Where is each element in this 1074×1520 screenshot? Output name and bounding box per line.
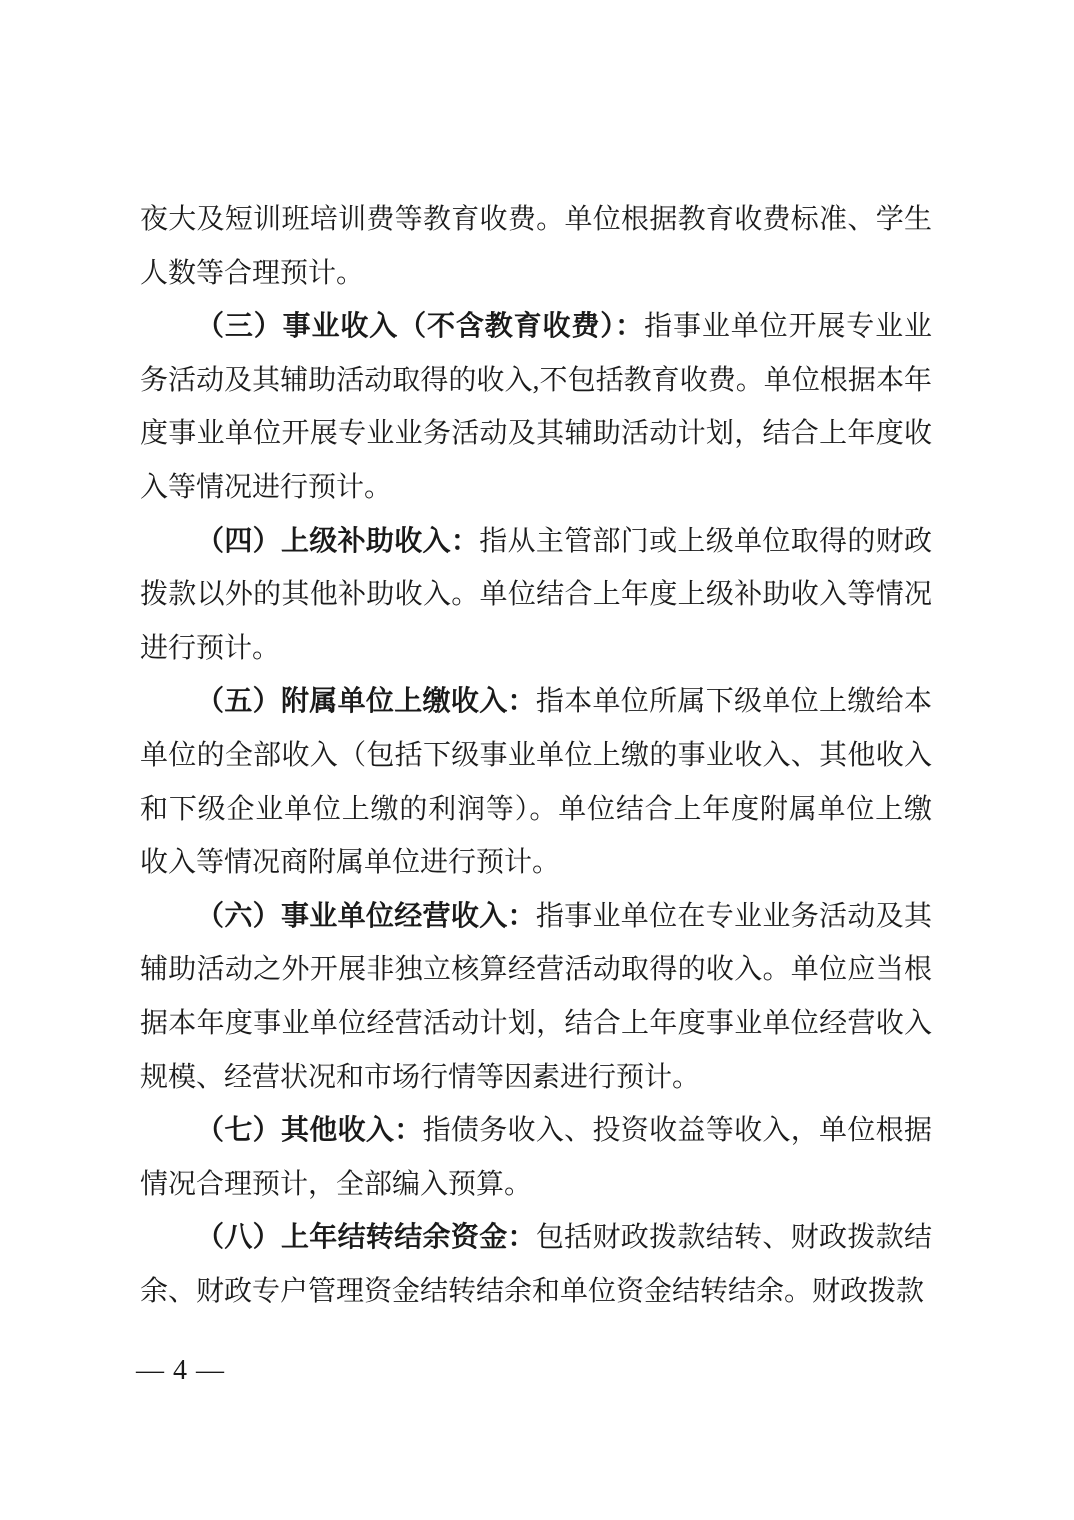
paragraph-lead: （八）上年结转结余资金： [196,1222,536,1254]
paragraph-item-6 [140,890,932,1104]
paragraph-continuation [140,193,932,300]
paragraph-lead: （七）其他收入： [196,1115,423,1147]
paragraph-item-4 [140,515,932,676]
page-number: — 4 — [136,1355,225,1386]
text-block [140,193,932,1318]
paragraph-text: 包括财政拨款结转、财政拨款结余、财政专户管理资金结转结余和单位资金结转结余。财政拨款 [140,1222,932,1307]
paragraph-text: 指本单位所属下级单位上缴给本单位的全部收入（包括下级事业单位上缴的事业收入、其他收入和下级企业单位上缴的利润等）。单位结合上年度附属单位上缴收入等情况商附属单位进行预计。 [140,686,932,879]
paragraph-text: 指从主管部门或上级单位取得的财政拨款以外的其他补助收入。单位结合上年度上级补助收入等情况进行预计。 [140,525,932,664]
paragraph-text: 夜大及短训班培训费等教育收费。单位根据教育收费标准、学生人数等合理预计。 [140,204,932,289]
paragraph-lead: （四）上级补助收入： [196,525,480,557]
paragraph-item-8 [140,1211,932,1318]
paragraph-item-5 [140,675,932,889]
paragraph-text: 指债务收入、投资收益等收入，单位根据情况合理预计，全部编入预算。 [140,1115,932,1200]
paragraph-text: 指事业单位在专业业务活动及其辅助活动之外开展非独立核算经营活动取得的收入。单位应当根据本年度事业单位经营活动计划，结合上年度事业单位经营收入规模、经营状况和市场行情等因素进行预计。 [140,900,932,1093]
paragraph-lead: （五）附属单位上缴收入： [196,686,536,718]
paragraph-item-7 [140,1104,932,1211]
paragraph-lead: （三）事业收入（不含教育收费）： [196,311,645,343]
paragraph-lead: （六）事业单位经营收入： [196,900,536,932]
paragraph-text: 指事业单位开展专业业务活动及其辅助活动取得的收入,不包括教育收费。单位根据本年度事业单位开展专业业务活动及其辅助活动计划，结合上年度收入等情况进行预计。 [140,311,932,503]
paragraph-item-3 [140,300,932,514]
